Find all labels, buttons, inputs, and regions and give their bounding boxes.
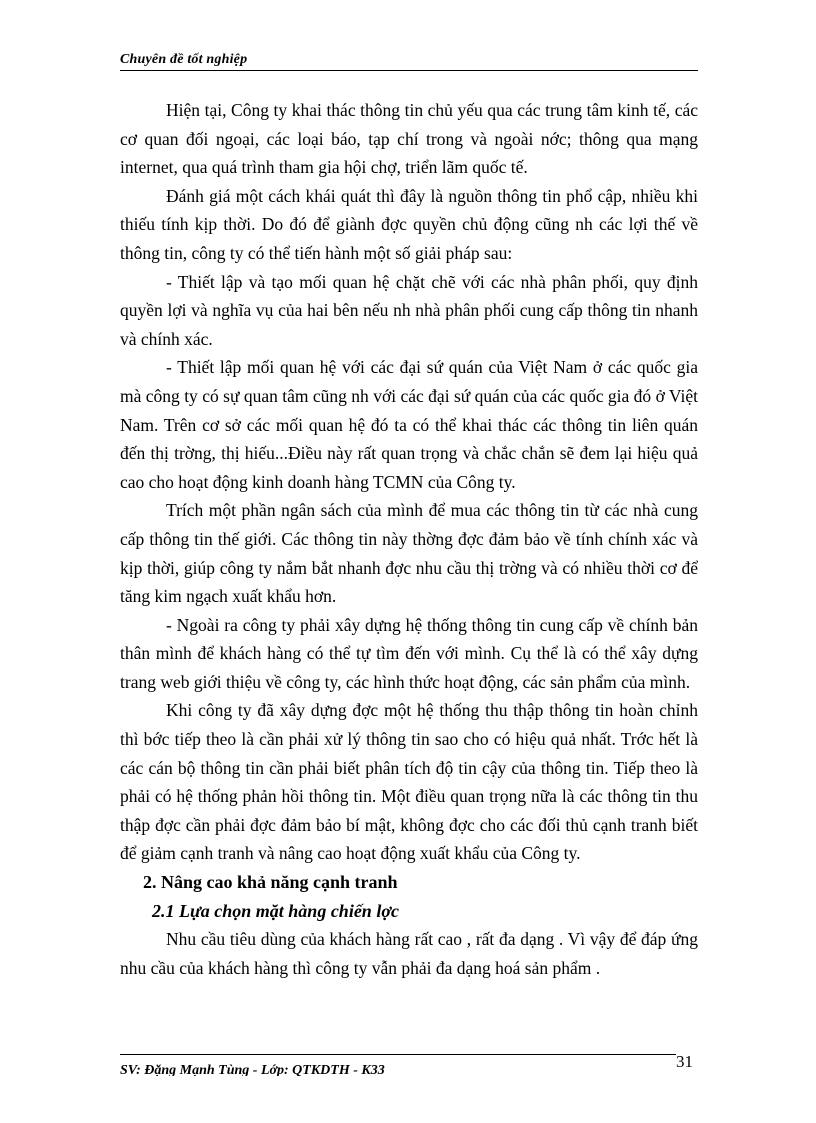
- paragraph: Khi công ty đã xây dựng đợc một hệ thống thu thập thông tin hoàn chỉnh thì bớc tiếp theo là cần phải xử lý thông tin sao cho có hiệu quả nhất. Trớc hết là các cán bộ thông tin cần phải biết phân tích độ tin cậy của thông tin. Tiếp theo là phải có hệ thống phản hồi thông tin. Một điều quan trọng nữa là các thông tin thu thập đợc cần phải đợc đảm bảo bí mật, không đợc cho các đối thủ cạnh tranh biết để giảm cạnh tranh và nâng cao hoạt động xuất khẩu của Công ty.: [120, 700, 698, 864]
- subsection-heading: 2.1 Lựa chọn mặt hàng chiến lợc: [152, 900, 399, 921]
- page-number: 31: [676, 1052, 693, 1071]
- footer-author: SV: Đặng Mạnh Tùng - Lớp: QTKDTH - K33: [120, 1063, 385, 1076]
- section-heading: 2. Nâng cao khả năng cạnh tranh: [143, 872, 398, 893]
- paragraph: Trích một phần ngân sách của mình để mua các thông tin từ các nhà cung cấp thông tin thế giới. Các thông tin này thờng đợc đảm bảo về tính chính xác và kịp thời, giúp công ty nắm bắt nhanh đợc nhu cầu thị trờng và có nhiều thời cơ để tăng kim ngạch xuất khẩu hơn.: [120, 500, 698, 607]
- paragraph: Hiện tại, Công ty khai thác thông tin chủ yếu qua các trung tâm kinh tế, các cơ quan đối ngoại, các loại báo, tạp chí trong và ngoài nớc; thông qua mạng internet, qua quá trình tham gia hội chợ, triển lãm quốc tế.: [120, 100, 698, 178]
- document-body: [120, 96, 698, 982]
- page-header: [120, 48, 698, 71]
- paragraph: - Ngoài ra công ty phải xây dựng hệ thống thông tin cung cấp về chính bản thân mình để khách hàng có thể tự tìm đến với mình. Cụ thể là có thể xây dựng trang web giới thiệu về công ty, các hình thức hoạt động, các sản phẩm của mình.: [120, 614, 698, 692]
- paragraph: - Thiết lập mối quan hệ với các đại sứ quán của Việt Nam ở các quốc gia mà công ty có sự quan tâm cũng nh với các đại sứ quán của các quốc gia đó ở Việt Nam. Trên cơ sở các mối quan hệ đó ta có thể khai thác các thông tin liên quán đến thị trờng, thị hiếu...Điều này rất quan trọng và chắc chắn sẽ đem lại hiệu quả cao cho hoạt động kinh doanh hàng TCMN của Công ty.: [120, 357, 698, 492]
- footer-divider: [120, 1054, 676, 1055]
- paragraph: Nhu cầu tiêu dùng của khách hàng rất cao , rất đa dạng . Vì vậy để đáp ứng nhu cầu của khách hàng thì công ty vẫn phải đa dạng hoá sản phẩm .: [120, 929, 698, 978]
- header-title: Chuyên đề tốt nghiệp: [120, 52, 248, 67]
- paragraph: - Thiết lập và tạo mối quan hệ chặt chẽ với các nhà phân phối, quy định quyền lợi và nghĩa vụ của hai bên nếu nh nhà phân phối cung cấp thông tin nhanh và chính xác.: [120, 271, 698, 349]
- paragraph: Đánh giá một cách khái quát thì đây là nguồn thông tin phổ cập, nhiều khi thiếu tính kịp thời. Do đó để giành đợc quyền chủ động cũng nh các lợi thế về thông tin, công ty có thể tiến hành một số giải pháp sau:: [120, 185, 698, 263]
